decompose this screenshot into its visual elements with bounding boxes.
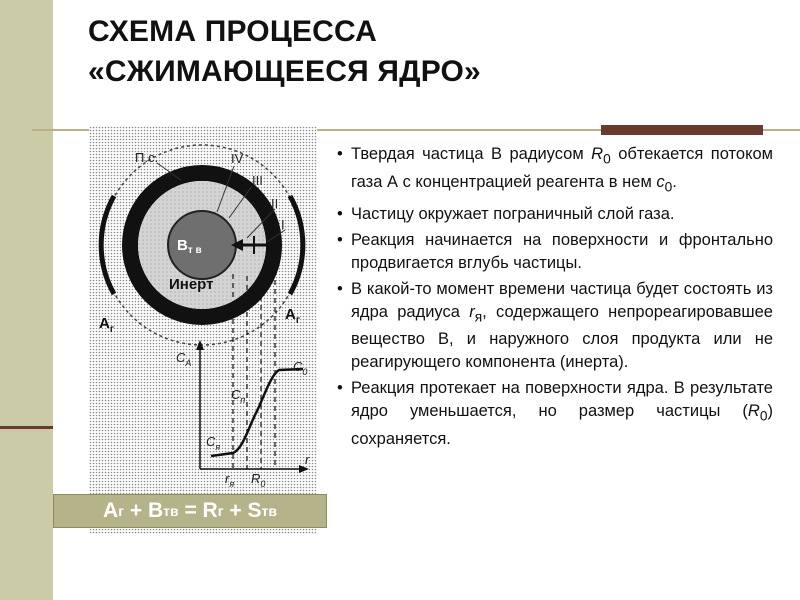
title-line-1: СХЕМА ПРОЦЕССА [88,15,378,48]
bullet-core-shrinks: • Реакция протекает на поверхности ядра. В результате ядро уменьшается, но размер частицы $(R_0)$ сохраняется. [333,377,773,450]
label-conc-axis: $С_А$ [176,350,192,368]
sidebar-accent-line [0,426,53,429]
label-c0: $С_0$ [293,359,308,377]
label-r-axis: r [305,452,310,467]
label-zone-i: I [281,217,285,232]
label-boundary-layer: П.с. [135,150,159,165]
title-divider-end [763,129,800,131]
reaction-equation: А г + В тв = R г + S тв [53,494,327,528]
bullet-particle-flow: • Твердая частица В радиусом $R_0$ обтекается потоком газа А с концентрацией реагента в нем $c_0$. [333,143,773,199]
label-r-core: $r_я$ [225,471,235,489]
label-gas-right: $А_г$ [285,306,301,326]
bullet-core-state: • В какой-то момент времени частица будет состоять из ядра радиуса $r_я$, содержащего непрореагировавшее вещество В, и наружного слоя продукта или не реагирующего компонента (инерта). [333,278,773,373]
bullet-boundary-layer: • Частицу окружает пограничный слой газа. [333,203,773,226]
slide-title [88,12,481,92]
title-divider-accent [601,125,763,135]
label-r0: $R_0$ [251,471,266,489]
label-inert: Инерт [169,276,214,293]
label-zone-ii: II [271,196,279,211]
label-solid-b: $B_{т в}$ [177,237,202,256]
label-cp: $С_п$ [231,387,246,405]
title-line-2: «СЖИМАЮЩЕЕСЯ ЯДРО» [88,55,481,88]
label-zone-iv: IV [231,151,244,166]
label-cya: $С_я$ [206,434,221,452]
label-zone-iii: III [252,173,263,188]
sidebar-panel [0,0,53,600]
bullet-reaction-start: • Реакция начинается на поверхности и фронтально продвигается вглубь частицы. [333,229,773,274]
description-list [333,143,773,454]
label-gas-left: $А_г$ [99,315,115,335]
shrinking-core-diagram [89,126,317,534]
